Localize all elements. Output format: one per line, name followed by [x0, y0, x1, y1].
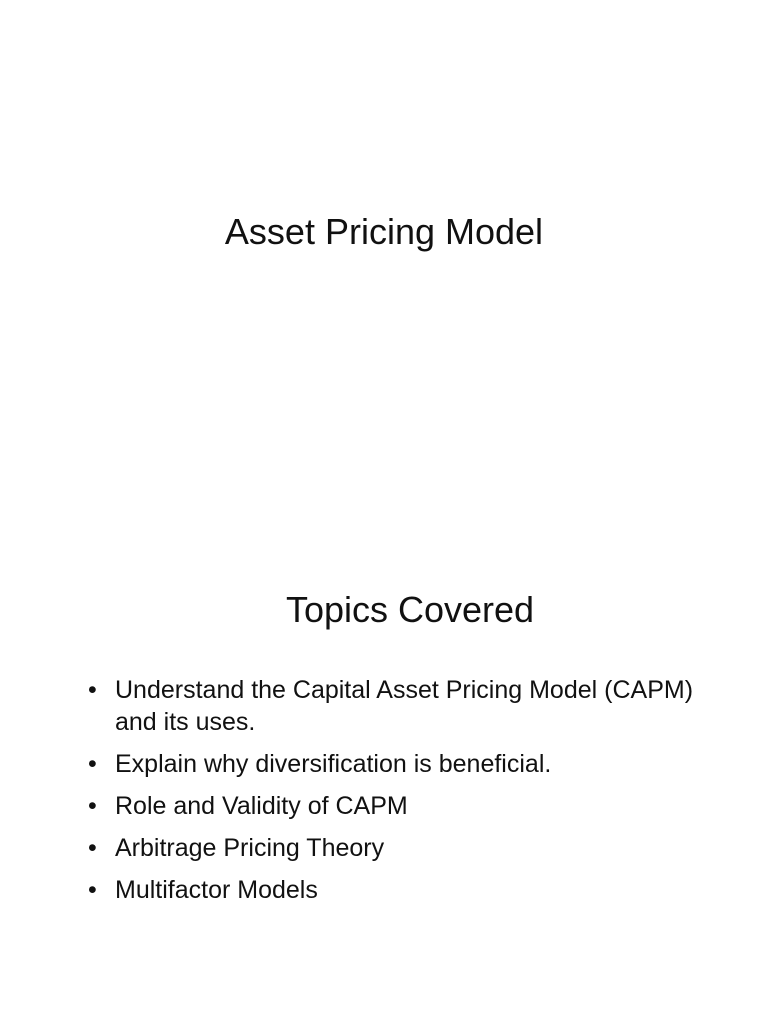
list-item-text: Explain why diversification is beneficial. [115, 750, 552, 778]
topics-heading: Topics Covered [285, 589, 535, 630]
list-item-text: Multifactor Models [115, 876, 318, 904]
bullet-icon: • [88, 676, 97, 704]
list-item-text: Role and Validity of CAPM [115, 792, 408, 820]
bullet-icon: • [88, 876, 97, 904]
list-item-text: Arbitrage Pricing Theory [115, 834, 385, 862]
list-item [88, 790, 708, 822]
topics-slide [0, 512, 768, 1024]
topics-list [88, 674, 708, 916]
list-item [88, 832, 708, 864]
bullet-icon: • [88, 750, 97, 778]
list-item-text: Understand the Capital Asset Pricing Model (CAPM) and its uses. [115, 676, 694, 736]
list-item [88, 748, 708, 780]
bullet-icon: • [88, 834, 97, 862]
list-item [88, 874, 708, 906]
bullet-icon: • [88, 792, 97, 820]
list-item [88, 674, 708, 738]
slide-title: Asset Pricing Model [224, 211, 544, 252]
